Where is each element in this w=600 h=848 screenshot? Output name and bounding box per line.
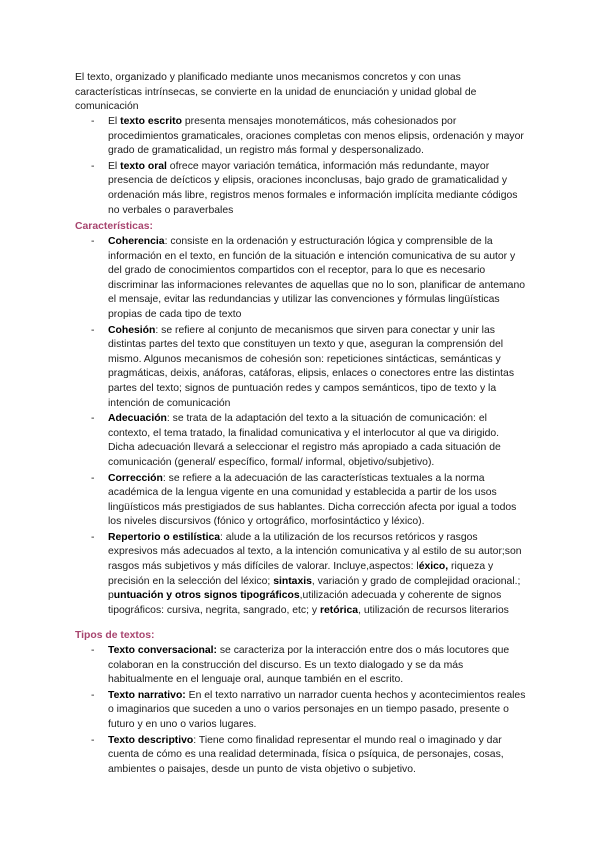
item-text: riqueza y precisión en la selección del léxico; bbox=[108, 561, 494, 587]
term-texto-oral: texto oral bbox=[120, 160, 167, 172]
list-dash: - bbox=[91, 645, 95, 656]
list-item bbox=[75, 734, 527, 778]
list-dash: - bbox=[91, 734, 95, 746]
characteristics-list bbox=[75, 235, 527, 619]
item-text: : se refiere a la adecuación de las características textuales a la norma académica de la lengua vigente en una comunidad y establecida a partir de los usos lingüísticos más prestigiados de sus hablantes. Dicha corrección afecta por igual a todos los niveles discursivos (fónico y ortográfico, morfosintáctico y léxico). bbox=[108, 472, 517, 528]
term-retorica: retórica bbox=[319, 604, 359, 616]
list-dash: - bbox=[91, 116, 95, 127]
item-text: , utilización de recursos literarios bbox=[358, 604, 509, 616]
term-texto-descriptivo: Texto descriptivo bbox=[108, 734, 194, 746]
item-text: ofrece mayor variación temática, información más redundante, mayor presencia de deícticos y elipsis, oraciones inconclusas, bajo grado de gramaticalidad y ordenación más libre, registros menos formales e información implícita mediante códigos no verbales o paraverbales bbox=[108, 160, 518, 216]
types-list bbox=[75, 644, 527, 778]
item-text: , variación y grado de complejidad oracional.; p bbox=[108, 575, 521, 602]
term-texto-conversacional: Texto conversacional: bbox=[108, 645, 217, 656]
list-dash: - bbox=[91, 236, 95, 247]
term-cohesion: Cohesión bbox=[108, 324, 156, 336]
item-prefix: El bbox=[108, 160, 121, 172]
list-dash: - bbox=[91, 413, 95, 425]
list-item bbox=[75, 160, 527, 218]
heading-caracteristicas: Características: bbox=[75, 221, 153, 232]
intro-paragraph: El texto, organizado y planificado mediante unos mecanismos concretos y con unas características intrínsecas, se convierte en la unidad de enunciación y unidad global de comunicación bbox=[75, 72, 477, 113]
item-text: : se trata de la adaptación del texto a la situación de comunicación: el contexto, el tema tratado, la finalidad comunicativa y el interlocutor al que va dirigido. Dicha adecuación llevará a seleccionar el registro más apropiado a cada situación de comunicación (general/ específico, formal/ informal, objetivo/subjetivo). bbox=[108, 413, 501, 468]
item-prefix: El bbox=[108, 116, 121, 127]
list-item bbox=[75, 324, 527, 412]
item-text: : alude a la utilización de los recursos retóricos y rasgos expresivos más adecuados al texto, a la intención comunicativa y al estilo de su autor;son rasgos más subjetivos y más difíciles de valorar. Incluye,aspectos: l bbox=[108, 531, 522, 573]
term-sintaxis: sintaxis bbox=[273, 575, 312, 587]
list-dash: - bbox=[91, 472, 95, 484]
term-correccion: Corrección bbox=[108, 472, 163, 484]
list-item bbox=[75, 644, 527, 688]
list-dash: - bbox=[91, 531, 95, 543]
item-text: se caracteriza por la interacción entre dos o más locutores que colaboran en la construcción del discurso. Es un texto dialogado y se da más habitualmente en el lenguaje oral, aunque también en el escrito. bbox=[108, 645, 510, 686]
list-item bbox=[75, 115, 527, 159]
item-text: : se refiere al conjunto de mecanismos que sirven para conectar y unir las distintas partes del texto que constituyen un texto y que, aseguran la comprensión del mismo. Algunos mecanismos de cohesión son: repeticiones sintácticas, semánticas y pragmáticas, deixis, anáforas, catáforas, elipsis, enlaces o conectores entre las distintas partes del texto; signos de puntuación redes y campos semánticos, tipo de texto y la intención de comunicación bbox=[108, 324, 515, 409]
list-item bbox=[75, 235, 527, 323]
term-repertorio: Repertorio o estilística bbox=[108, 531, 221, 543]
list-item bbox=[75, 531, 527, 619]
term-texto-narrativo: Texto narrativo: bbox=[108, 689, 186, 701]
heading-tipos-de-textos: Tipos de textos: bbox=[75, 630, 155, 641]
item-text: : consiste en la ordenación y estructuración lógica y comprensible de la información en el texto, en función de la situación e intención comunicativa de su autor y del grado de conocimientos compartidos con el receptor, para lo que es necesario discriminar las informaciones relevantes de aquellas que no lo son, planificar de antemano el mensaje, evitar las redundancias y utilizar las convenciones y fórmulas lingüísticas propias de cada tipo de texto bbox=[108, 236, 526, 320]
intro-list bbox=[75, 115, 527, 219]
list-item bbox=[75, 412, 527, 470]
list-dash: - bbox=[91, 160, 95, 172]
term-puntuacion: untuación y otros signos tipográficos bbox=[113, 590, 300, 602]
item-text: : Tiene como finalidad representar el mundo real o imaginado y dar cuenta de cómo es una realidad determinada, física o psíquica, de personajes, cosas, ambientes o paisajes, desde un punto de vista objetivo o subjetivo. bbox=[108, 734, 504, 775]
term-coherencia: Coherencia bbox=[108, 236, 165, 247]
term-texto-escrito: texto escrito bbox=[120, 116, 182, 127]
list-item bbox=[75, 472, 527, 530]
item-text: ,utilización adecuada y coherente de signos tipográficos: cursiva, negrita, sangrado, etc; y bbox=[108, 590, 502, 616]
list-item bbox=[75, 689, 527, 733]
list-dash: - bbox=[91, 689, 95, 701]
term-lexico: éxico, bbox=[418, 561, 449, 573]
item-text: En el texto narrativo un narrador cuenta hechos y acontecimientos reales o imaginarios que suceden a uno o varios personajes en un tiempo pasado, presente o futuro y en uno o varios lugares. bbox=[108, 689, 526, 730]
term-adecuacion: Adecuación bbox=[108, 413, 167, 425]
item-text: presenta mensajes monotemáticos, más cohesionados por procedimientos gramaticales, oraciones completas con menos elipsis, ordenación y mayor grado de gramaticalidad, un registro más formal y despersonalizado. bbox=[108, 116, 524, 157]
list-dash: - bbox=[91, 324, 95, 336]
